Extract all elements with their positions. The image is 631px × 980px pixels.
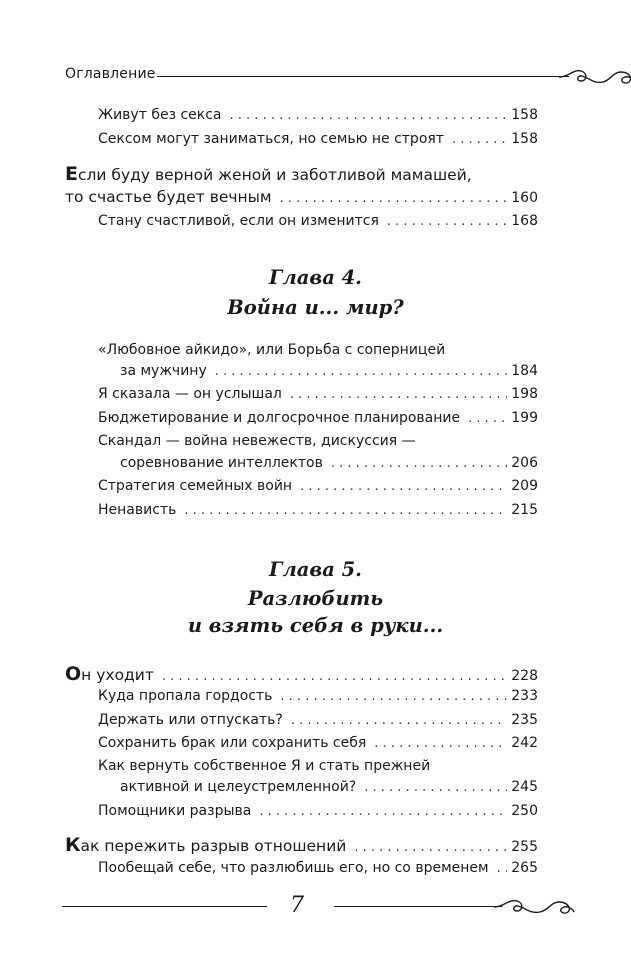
footer-rule-left: [62, 906, 267, 907]
leader-dots: [291, 713, 507, 728]
toc-entry-page: 199: [511, 410, 538, 426]
leader-dots: [162, 669, 507, 684]
toc-entry[interactable]: [120, 779, 538, 795]
chapter-5-title-line2: и взять себя в руки...: [187, 614, 444, 637]
toc-entry[interactable]: [120, 455, 538, 471]
toc-entry-page: 168: [511, 213, 538, 229]
toc-entry-title: Я сказала — он услышал: [98, 386, 282, 402]
leader-dots: [259, 804, 507, 819]
leader-dots: [300, 479, 507, 494]
toc-main-entry[interactable]: [65, 188, 538, 206]
toc-entry-line1[interactable]: «Любовное айкидо», или Борьба с соперницей: [98, 342, 446, 358]
leader-dots: [215, 364, 508, 379]
toc-entry-page: 255: [511, 839, 538, 855]
toc-entry[interactable]: [98, 502, 538, 518]
flourish-ornament-icon: [492, 895, 577, 919]
toc-entry[interactable]: [98, 478, 538, 494]
leader-dots: [184, 503, 507, 518]
leader-dots: [497, 861, 508, 876]
toc-entry-title: Стратегия семейных войн: [98, 478, 293, 494]
toc-entry-page: 233: [511, 688, 538, 704]
toc-entry[interactable]: [98, 688, 538, 704]
toc-entry-page: 206: [511, 455, 538, 471]
toc-entry-page: 242: [511, 735, 538, 751]
toc-entry-page: 158: [511, 131, 538, 147]
toc-entry[interactable]: [98, 410, 538, 426]
toc-entry-page: 184: [511, 363, 538, 379]
header-title: Оглавление: [65, 66, 156, 82]
leader-dots: [387, 214, 507, 229]
toc-entry[interactable]: [98, 213, 538, 229]
toc-main-entry-title-cont: то счастье будет вечным: [65, 188, 272, 206]
leader-dots: [280, 191, 508, 206]
toc-entry-title: Живут без секса: [98, 107, 222, 123]
toc-main-entry-title: ак пережить разрыв отношений: [80, 837, 347, 855]
toc-entry-line1[interactable]: Как вернуть собственное Я и стать прежней: [98, 758, 431, 774]
toc-entry-title: Стану счастливой, если он изменится: [98, 213, 379, 229]
toc-entry-title: Держать или отпускать?: [98, 712, 283, 728]
toc-entry[interactable]: [98, 803, 538, 819]
page-footer: [62, 895, 582, 919]
flourish-ornament-icon: [557, 66, 631, 88]
toc-entry-title: Куда пропала гордость: [98, 688, 273, 704]
running-header: [65, 66, 585, 88]
toc-entry-line1[interactable]: Скандал — война невежеств, дискуссия —: [98, 433, 416, 449]
toc-main-entry[interactable]: [65, 663, 538, 685]
toc-entry-page: 215: [511, 502, 538, 518]
toc-entry-title: Бюджетирование и долгосрочное планирование: [98, 410, 461, 426]
toc-main-entry-title: н уходит: [81, 666, 154, 684]
toc-entry-title: Пообещай себе, что разлюбишь его, но со временем: [98, 860, 489, 876]
leader-dots: [452, 132, 507, 147]
leader-dots: [354, 840, 507, 855]
toc-entry[interactable]: [98, 386, 538, 402]
toc-entry-title-cont: активной и целеустремленной?: [120, 779, 357, 795]
toc-entry-page: 198: [511, 386, 538, 402]
toc-entry-page: 265: [511, 860, 538, 876]
leader-dots: [374, 736, 507, 751]
toc-entry-title: Ненависть: [98, 502, 177, 518]
chapter-5-title-line1: Разлюбить: [247, 587, 384, 610]
toc-entry[interactable]: [120, 363, 538, 379]
toc-entry-page: 250: [511, 803, 538, 819]
drop-letter: К: [65, 834, 81, 856]
toc-entry-title: Сохранить брак или сохранить себя: [98, 735, 367, 751]
toc-entry-title-cont: соревнование интеллектов: [120, 455, 323, 471]
toc-entry-page: 209: [511, 478, 538, 494]
toc-main-entry[interactable]: [65, 834, 538, 856]
toc-entry-page: 235: [511, 712, 538, 728]
toc-entry[interactable]: [98, 712, 538, 728]
footer-rule-right: [334, 906, 502, 907]
chapter-4-title: Война и... мир?: [227, 296, 404, 319]
toc-entry-page: 245: [511, 779, 538, 795]
drop-letter: Е: [65, 163, 78, 185]
leader-dots: [331, 456, 507, 471]
drop-letter: О: [65, 663, 82, 685]
toc-entry[interactable]: [98, 131, 538, 147]
leader-dots: [230, 108, 508, 123]
toc-entry-title: Помощники разрыва: [98, 803, 252, 819]
toc-entry-page: 160: [511, 190, 538, 206]
toc-entry-title: Сексом могут заниматься, но семью не строят: [98, 131, 444, 147]
toc-main-entry-line1[interactable]: [65, 163, 472, 185]
chapter-5-number: Глава 5.: [269, 558, 362, 581]
page-number: 7: [290, 893, 304, 918]
toc-entry[interactable]: [98, 107, 538, 123]
leader-dots: [280, 689, 507, 704]
toc-entry[interactable]: [98, 860, 538, 876]
leader-dots: [364, 780, 507, 795]
header-rule: [157, 76, 569, 77]
leader-dots: [468, 411, 507, 426]
toc-entry-page: 228: [511, 668, 538, 684]
toc-main-entry-title: сли буду верной женой и заботливой мамашей,: [77, 166, 472, 184]
leader-dots: [290, 387, 507, 402]
toc-entry-page: 158: [511, 107, 538, 123]
toc-entry-title-cont: за мужчину: [120, 363, 207, 379]
chapter-4-number: Глава 4.: [269, 266, 362, 289]
toc-entry[interactable]: [98, 735, 538, 751]
